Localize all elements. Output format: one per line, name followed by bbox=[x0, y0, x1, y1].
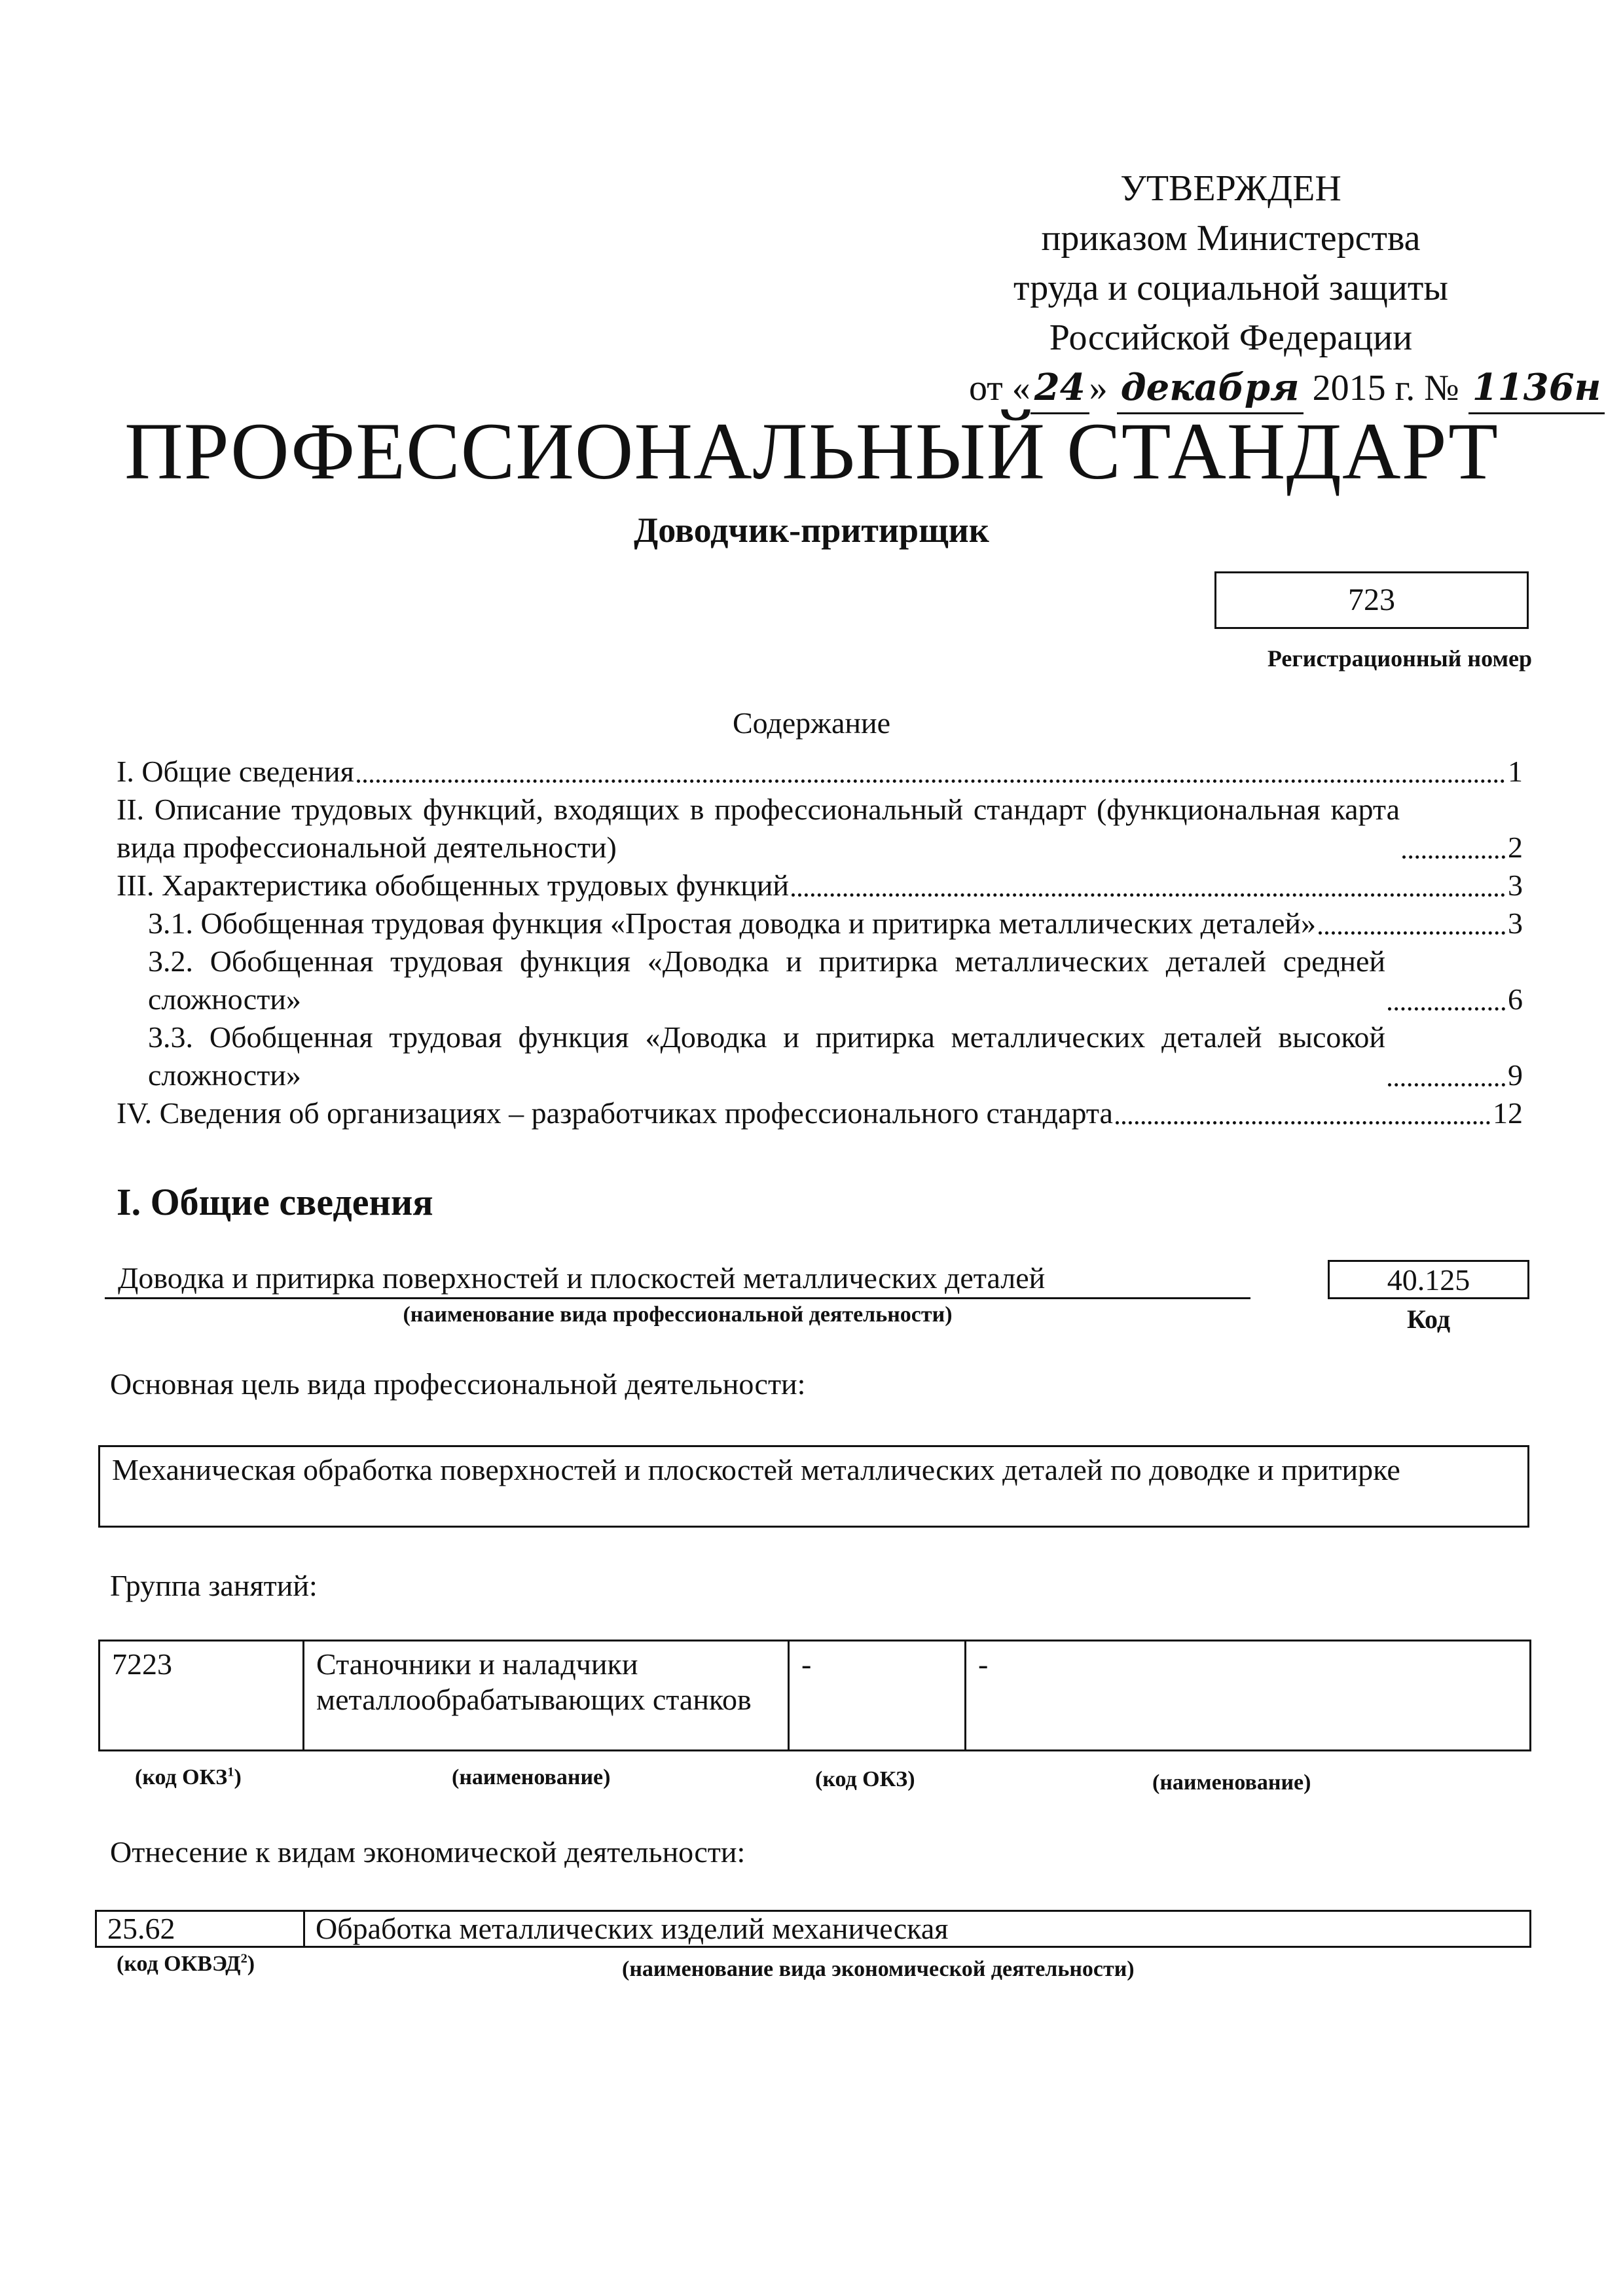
registration-number-label: Регистрационный номер bbox=[1267, 645, 1532, 672]
date-prefix: от « bbox=[969, 368, 1030, 408]
table-of-contents bbox=[117, 753, 1523, 1132]
activity-name: Доводка и притирка поверхностей и плоскостей металлических деталей bbox=[105, 1259, 1250, 1299]
toc-entry-text: I. Общие сведения bbox=[117, 755, 354, 788]
profession-name: Доводчик-притирщик bbox=[634, 511, 989, 550]
toc-entry-page: 12 bbox=[1493, 1096, 1523, 1130]
toc-heading: Содержание bbox=[732, 706, 891, 740]
toc-entry-page: 6 bbox=[1508, 982, 1523, 1016]
caption-okz-code-text: (код ОКЗ bbox=[135, 1765, 228, 1789]
caption-close-paren: ) bbox=[234, 1765, 242, 1789]
toc-entry[interactable] bbox=[117, 867, 1523, 905]
economic-activity-table bbox=[95, 1910, 1531, 1948]
section-heading: I. Общие сведения bbox=[117, 1181, 433, 1223]
toc-leader-dots bbox=[1388, 1083, 1505, 1086]
toc-entry-text: 3.3. Обобщенная трудовая функция «Доводка и притирка металлических деталей высокой сложности» bbox=[148, 1020, 1385, 1092]
caption-okz-code-2: (код ОКЗ) bbox=[815, 1767, 915, 1791]
toc-entry[interactable] bbox=[117, 1018, 1523, 1094]
toc-entry-text: III. Характеристика обобщенных трудовых функций bbox=[117, 869, 790, 902]
caption-okved-code bbox=[117, 1952, 255, 1977]
activity-code-box: 40.125 bbox=[1328, 1260, 1529, 1299]
table-row bbox=[100, 1641, 1531, 1751]
handwritten-month: декабря bbox=[1117, 363, 1304, 414]
caption-okved-name: (наименование вида экономической деятельности) bbox=[622, 1957, 1135, 1981]
approval-line-1: УТВЕРЖДЕН bbox=[1120, 168, 1341, 209]
activity-code-caption: Код bbox=[1406, 1304, 1451, 1334]
occupation-group-table bbox=[98, 1640, 1531, 1751]
okved-name-cell: Обработка металлических изделий механическая bbox=[304, 1911, 1531, 1947]
goal-label: Основная цель вида профессиональной деятельности: bbox=[110, 1367, 806, 1401]
toc-entry-text: IV. Сведения об организациях – разработчиках профессионального стандарта bbox=[117, 1096, 1113, 1130]
okz-code-cell-2: - bbox=[789, 1641, 966, 1751]
date-year: 2015 г. № bbox=[1312, 368, 1459, 408]
toc-entry-page: 3 bbox=[1508, 869, 1523, 902]
footnote-marker-1[interactable]: 1 bbox=[227, 1765, 234, 1780]
toc-entry-text: 3.1. Обобщенная трудовая функция «Простая доводка и притирка металлических деталей» bbox=[148, 906, 1316, 940]
goal-box: Механическая обработка поверхностей и плоскостей металлических деталей по доводке и притирке bbox=[98, 1445, 1529, 1528]
toc-leader-dots bbox=[357, 780, 1505, 783]
toc-entry[interactable] bbox=[117, 791, 1523, 867]
approval-line-3: труда и социальной защиты bbox=[1013, 268, 1448, 308]
toc-entry-page: 1 bbox=[1508, 755, 1523, 788]
economic-activity-label: Отнесение к видам экономической деятельности: bbox=[110, 1835, 746, 1869]
toc-entry-page: 2 bbox=[1508, 831, 1523, 864]
toc-leader-dots bbox=[1116, 1121, 1490, 1124]
caption-okz-code bbox=[135, 1765, 242, 1790]
toc-entry-text: 3.2. Обобщенная трудовая функция «Доводка и притирка металлических деталей средней сложности» bbox=[148, 944, 1385, 1016]
footnote-marker-2[interactable]: 2 bbox=[240, 1951, 247, 1966]
toc-entry[interactable] bbox=[117, 1094, 1523, 1132]
date-mid: » bbox=[1089, 368, 1108, 408]
okz-name-cell: Станочники и наладчики металлообрабатывающих станков bbox=[304, 1641, 789, 1751]
toc-entry[interactable] bbox=[117, 942, 1523, 1018]
approval-line-2: приказом Министерства bbox=[1041, 218, 1421, 259]
approval-block bbox=[969, 164, 1601, 414]
toc-entry-page: 9 bbox=[1508, 1058, 1523, 1092]
occupation-group-label: Группа занятий: bbox=[110, 1569, 318, 1602]
document-title: ПРОФЕССИОНАЛЬНЫЙ СТАНДАРТ bbox=[124, 406, 1499, 496]
toc-leader-dots bbox=[1319, 931, 1505, 935]
toc-leader-dots bbox=[1402, 855, 1505, 859]
caption-okz-name: (наименование) bbox=[452, 1765, 611, 1789]
registration-number-box: 723 bbox=[1214, 571, 1529, 629]
toc-entry[interactable] bbox=[117, 753, 1523, 791]
caption-close-paren: ) bbox=[247, 1952, 255, 1976]
toc-entry-text: II. Описание трудовых функций, входящих в профессиональный стандарт (функциональная карта вида профессиональной деятельности) bbox=[117, 793, 1400, 864]
okz-name-cell-2: - bbox=[966, 1641, 1531, 1751]
okz-code-cell: 7223 bbox=[100, 1641, 304, 1751]
handwritten-order-number: 1136н bbox=[1468, 363, 1605, 414]
toc-leader-dots bbox=[792, 893, 1505, 897]
toc-entry-page: 3 bbox=[1508, 906, 1523, 940]
toc-entry[interactable] bbox=[117, 905, 1523, 942]
okved-code-cell: 25.62 bbox=[96, 1911, 304, 1947]
handwritten-day: 24 bbox=[1030, 363, 1089, 414]
activity-caption: (наименование вида профессиональной деятельности) bbox=[403, 1302, 953, 1327]
caption-okz-name-2: (наименование) bbox=[1152, 1770, 1311, 1795]
caption-okved-code-text: (код ОКВЭД bbox=[117, 1952, 241, 1976]
toc-leader-dots bbox=[1388, 1007, 1505, 1011]
approval-line-4: Российской Федерации bbox=[1049, 317, 1413, 358]
table-row bbox=[96, 1911, 1531, 1947]
